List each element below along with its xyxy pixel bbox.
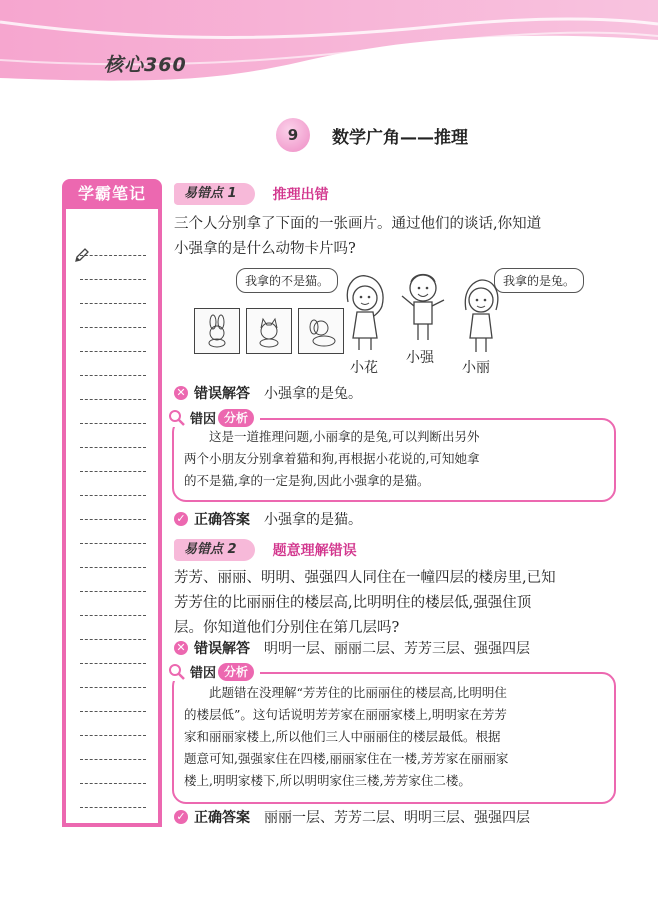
wrong-icon: ✕ — [174, 641, 188, 655]
check-icon: ✓ — [174, 512, 188, 526]
section2-title: 题意理解错误 — [272, 543, 357, 559]
analysis-header: 错因 分析 — [168, 408, 260, 427]
analysis-header: 错因 分析 — [168, 662, 260, 681]
section1-analysis-box: 错因 分析 这是一道推理问题,小丽拿的是兔,可以判断出另外 两个小朋友分别拿着猫和狗,再根据小花说的,可知她拿 的不是猫,拿的一定是狗,因此小强拿的是猫。 — [172, 418, 616, 502]
notes-title: 学霸笔记 — [62, 179, 162, 209]
chapter-title: 数学广角——推理 — [332, 127, 468, 148]
section1-question: 三个人分别拿了下面的一张画片。通过他们的谈话,你知道 小强拿的是什么动物卡片吗? — [174, 216, 542, 257]
section2-tag — [174, 538, 357, 562]
section1-correct-answer: ✓ 正确答案 小强拿的是猫。 — [174, 509, 362, 529]
kid-name-xiaoli: 小丽 — [462, 360, 490, 376]
cat-card — [246, 308, 292, 354]
section2-wrong-answer: ✕ 错误解答 明明一层、丽丽二层、芳芳三层、强强四层 — [174, 638, 530, 658]
section2-question: 芳芳、丽丽、明明、强强四人同住在一幢四层的楼房里,已知 芳芳住的比丽丽住的楼层高,比明明住的楼层低,强强住顶 层。你知道他们分别住在第几层吗? — [174, 570, 556, 636]
section1-wrong-answer: ✕ 错误解答 小强拿的是兔。 — [174, 383, 362, 403]
kid-name-xiaohua: 小花 — [350, 360, 378, 376]
check-icon: ✓ — [174, 810, 188, 824]
magnifier-icon — [168, 409, 186, 427]
bubble-xiaohua: 我拿的不是猫。 — [236, 268, 338, 293]
rabbit-card — [194, 308, 240, 354]
dog-icon — [304, 314, 338, 348]
brand-logo: 核心360 — [104, 54, 187, 76]
section2-pill: 易错点 2 — [174, 539, 255, 561]
magnifier-icon — [168, 663, 186, 681]
dog-card — [298, 308, 344, 354]
girl-xiaohua-icon — [340, 272, 390, 352]
section1-tag — [174, 182, 329, 206]
rabbit-icon — [200, 314, 234, 348]
boy-xiaoqiang-icon — [398, 266, 448, 346]
kid-name-xiaoqiang: 小强 — [406, 350, 434, 366]
notes-lines — [62, 209, 162, 827]
notes-sidebar — [62, 179, 162, 829]
animal-cards — [194, 308, 344, 354]
section1-title: 推理出错 — [272, 187, 329, 203]
chapter-number: 9 — [276, 118, 310, 152]
wrong-icon: ✕ — [174, 386, 188, 400]
section2-analysis-box: 错因 分析 此题错在没理解“芳芳住的比丽丽住的楼层高,比明明住 的楼层低”。这句话说明芳芳家在丽丽家楼上,明明家在芳芳 家和丽丽家楼上,所以他们三人中丽丽住的楼层最低。根据 题意可知,强强家住在四楼,丽丽家住在一楼,芳芳家在丽丽家 楼上,明明家楼下,所以明明家住三楼,芳芳家住二楼。 — [172, 672, 616, 804]
header-banner — [0, 0, 658, 90]
cat-icon — [252, 314, 286, 348]
section1-pill: 易错点 1 — [174, 183, 255, 205]
chapter-heading — [276, 117, 468, 153]
section2-correct-answer: ✓ 正确答案 丽丽一层、芳芳二层、明明三层、强强四层 — [174, 807, 530, 827]
bubble-xiaoli: 我拿的是兔。 — [494, 268, 584, 293]
girl-xiaoli-icon — [456, 276, 506, 356]
